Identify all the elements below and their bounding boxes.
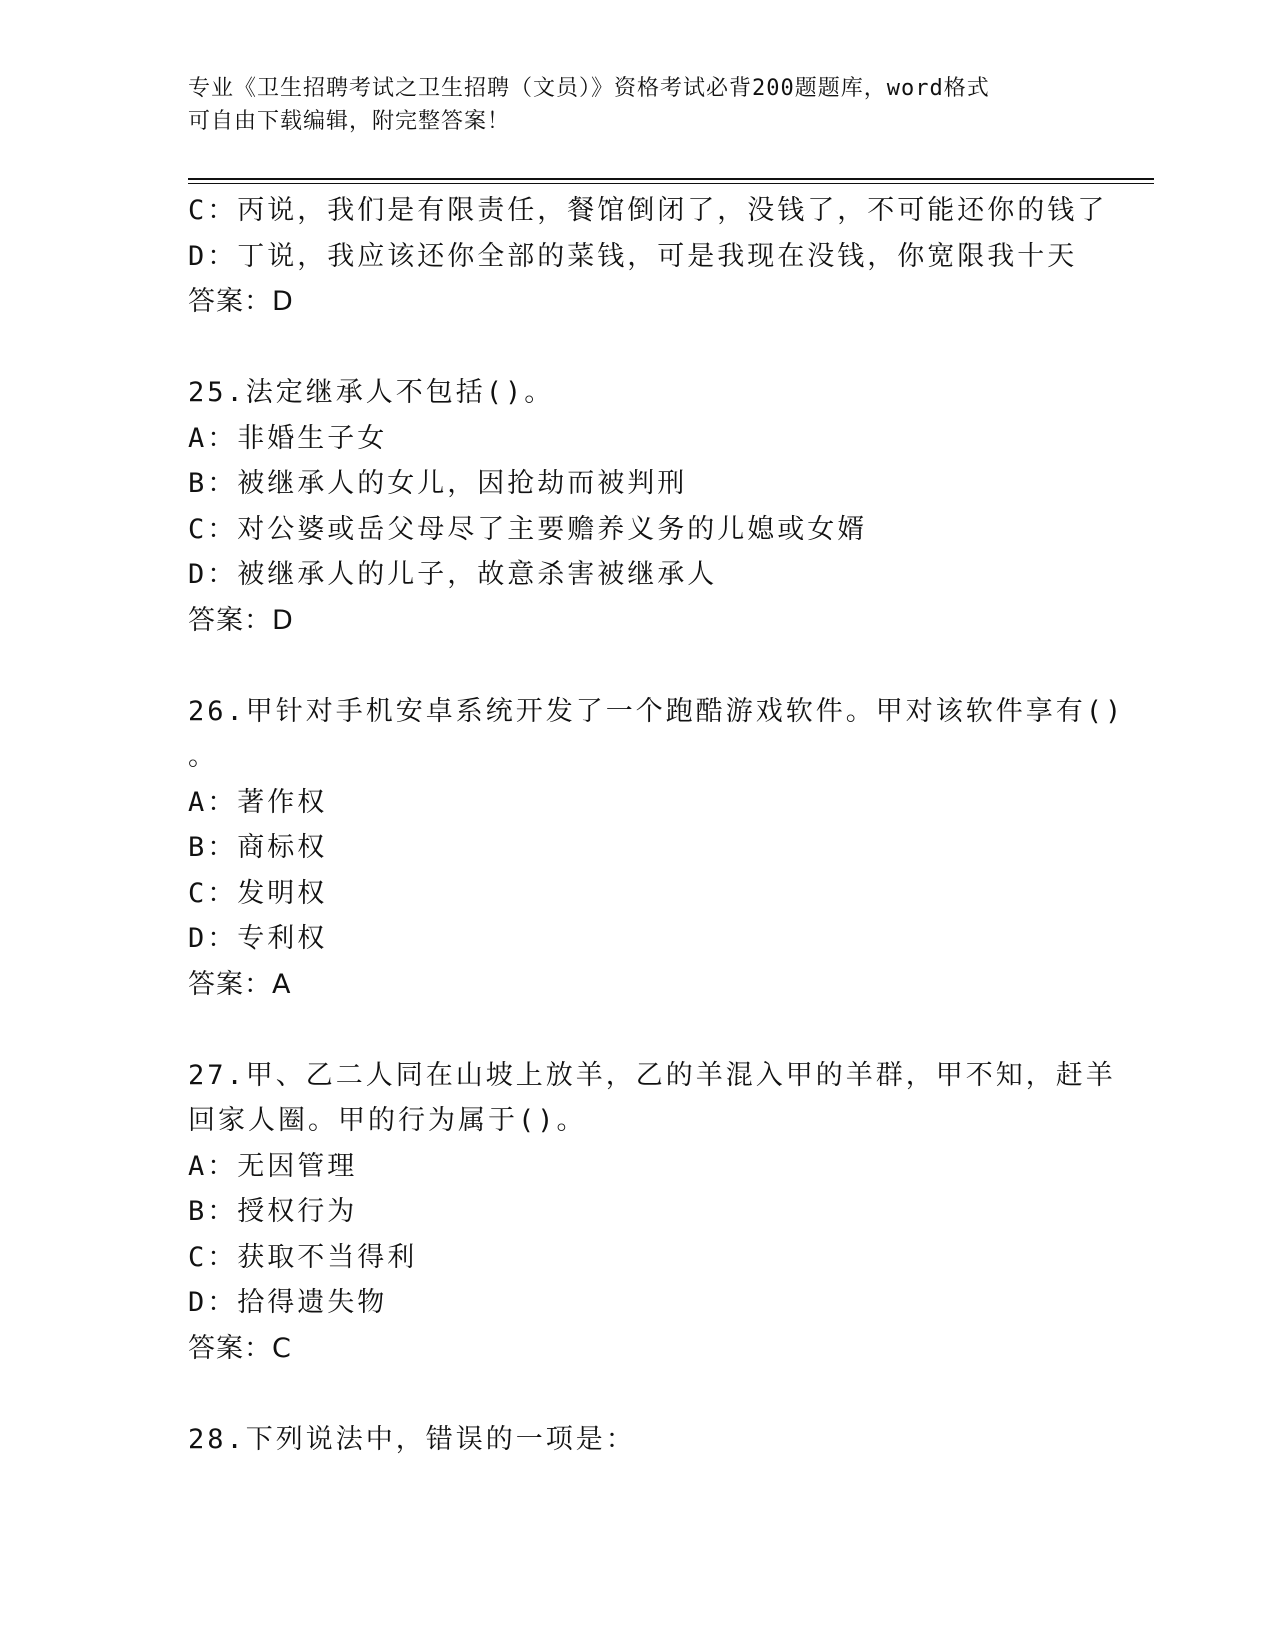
spacer xyxy=(188,643,1108,689)
option-c: C：丙说，我们是有限责任，餐馆倒闭了，没钱了，不可能还你的钱了 xyxy=(188,195,1108,226)
answer-line: 答案：D xyxy=(188,286,294,317)
question-title: 27.甲、乙二人同在山坡上放羊，乙的羊混入甲的羊群，甲不知，赶羊 xyxy=(188,1059,1116,1091)
question-content xyxy=(188,188,1125,1462)
answer-line: 答案：C xyxy=(188,1332,292,1364)
option-c: C：获取不当得利 xyxy=(188,1241,418,1273)
header-line-1: 专业《卫生招聘考试之卫生招聘（文员）》资格考试必背200题题库，word格式 xyxy=(188,76,990,101)
option-a: A：无因管理 xyxy=(188,1150,358,1182)
question-title: 26.甲针对手机安卓系统开发了一个跑酷游戏软件。甲对该软件享有() xyxy=(188,695,1125,727)
header-rule-thick xyxy=(188,178,1154,180)
question-block-28 xyxy=(188,1417,1108,1463)
question-title: 25.法定继承人不包括()。 xyxy=(188,377,555,408)
question-title-continued: 回家人圈。甲的行为属于()。 xyxy=(188,1105,587,1136)
document-header xyxy=(188,72,1088,138)
option-c: C：发明权 xyxy=(188,877,328,909)
header-line-2: 可自由下载编辑，附完整答案！ xyxy=(188,109,511,134)
option-d: D：专利权 xyxy=(188,923,328,954)
spacer xyxy=(188,325,1108,371)
spacer xyxy=(188,1007,1108,1053)
option-d: D：丁说，我应该还你全部的菜钱，可是我现在没钱，你宽限我十天 xyxy=(188,240,1078,272)
header-rule-thin xyxy=(188,183,1154,184)
option-b: B：被继承人的女儿，因抢劫而被判刑 xyxy=(188,468,688,499)
option-d: D：被继承人的儿子，故意杀害被继承人 xyxy=(188,559,718,590)
spacer xyxy=(188,1371,1108,1417)
option-d: D：拾得遗失物 xyxy=(188,1287,388,1318)
answer-line: 答案：D xyxy=(188,604,294,636)
question-block-27 xyxy=(188,1053,1116,1372)
question-block-26 xyxy=(188,689,1125,1008)
option-a: A：非婚生子女 xyxy=(188,422,388,454)
option-b: B：授权行为 xyxy=(188,1196,358,1227)
option-c: C：对公婆或岳父母尽了主要赡养义务的儿媳或女婿 xyxy=(188,513,868,545)
option-b: B：商标权 xyxy=(188,832,328,863)
question-title-continued: 。 xyxy=(188,741,218,772)
question-block-prev xyxy=(188,188,1108,325)
question-block-25 xyxy=(188,370,1108,643)
question-title: 28.下列说法中，错误的一项是： xyxy=(188,1423,636,1455)
option-a: A：著作权 xyxy=(188,786,328,818)
answer-line: 答案：A xyxy=(188,968,292,1000)
